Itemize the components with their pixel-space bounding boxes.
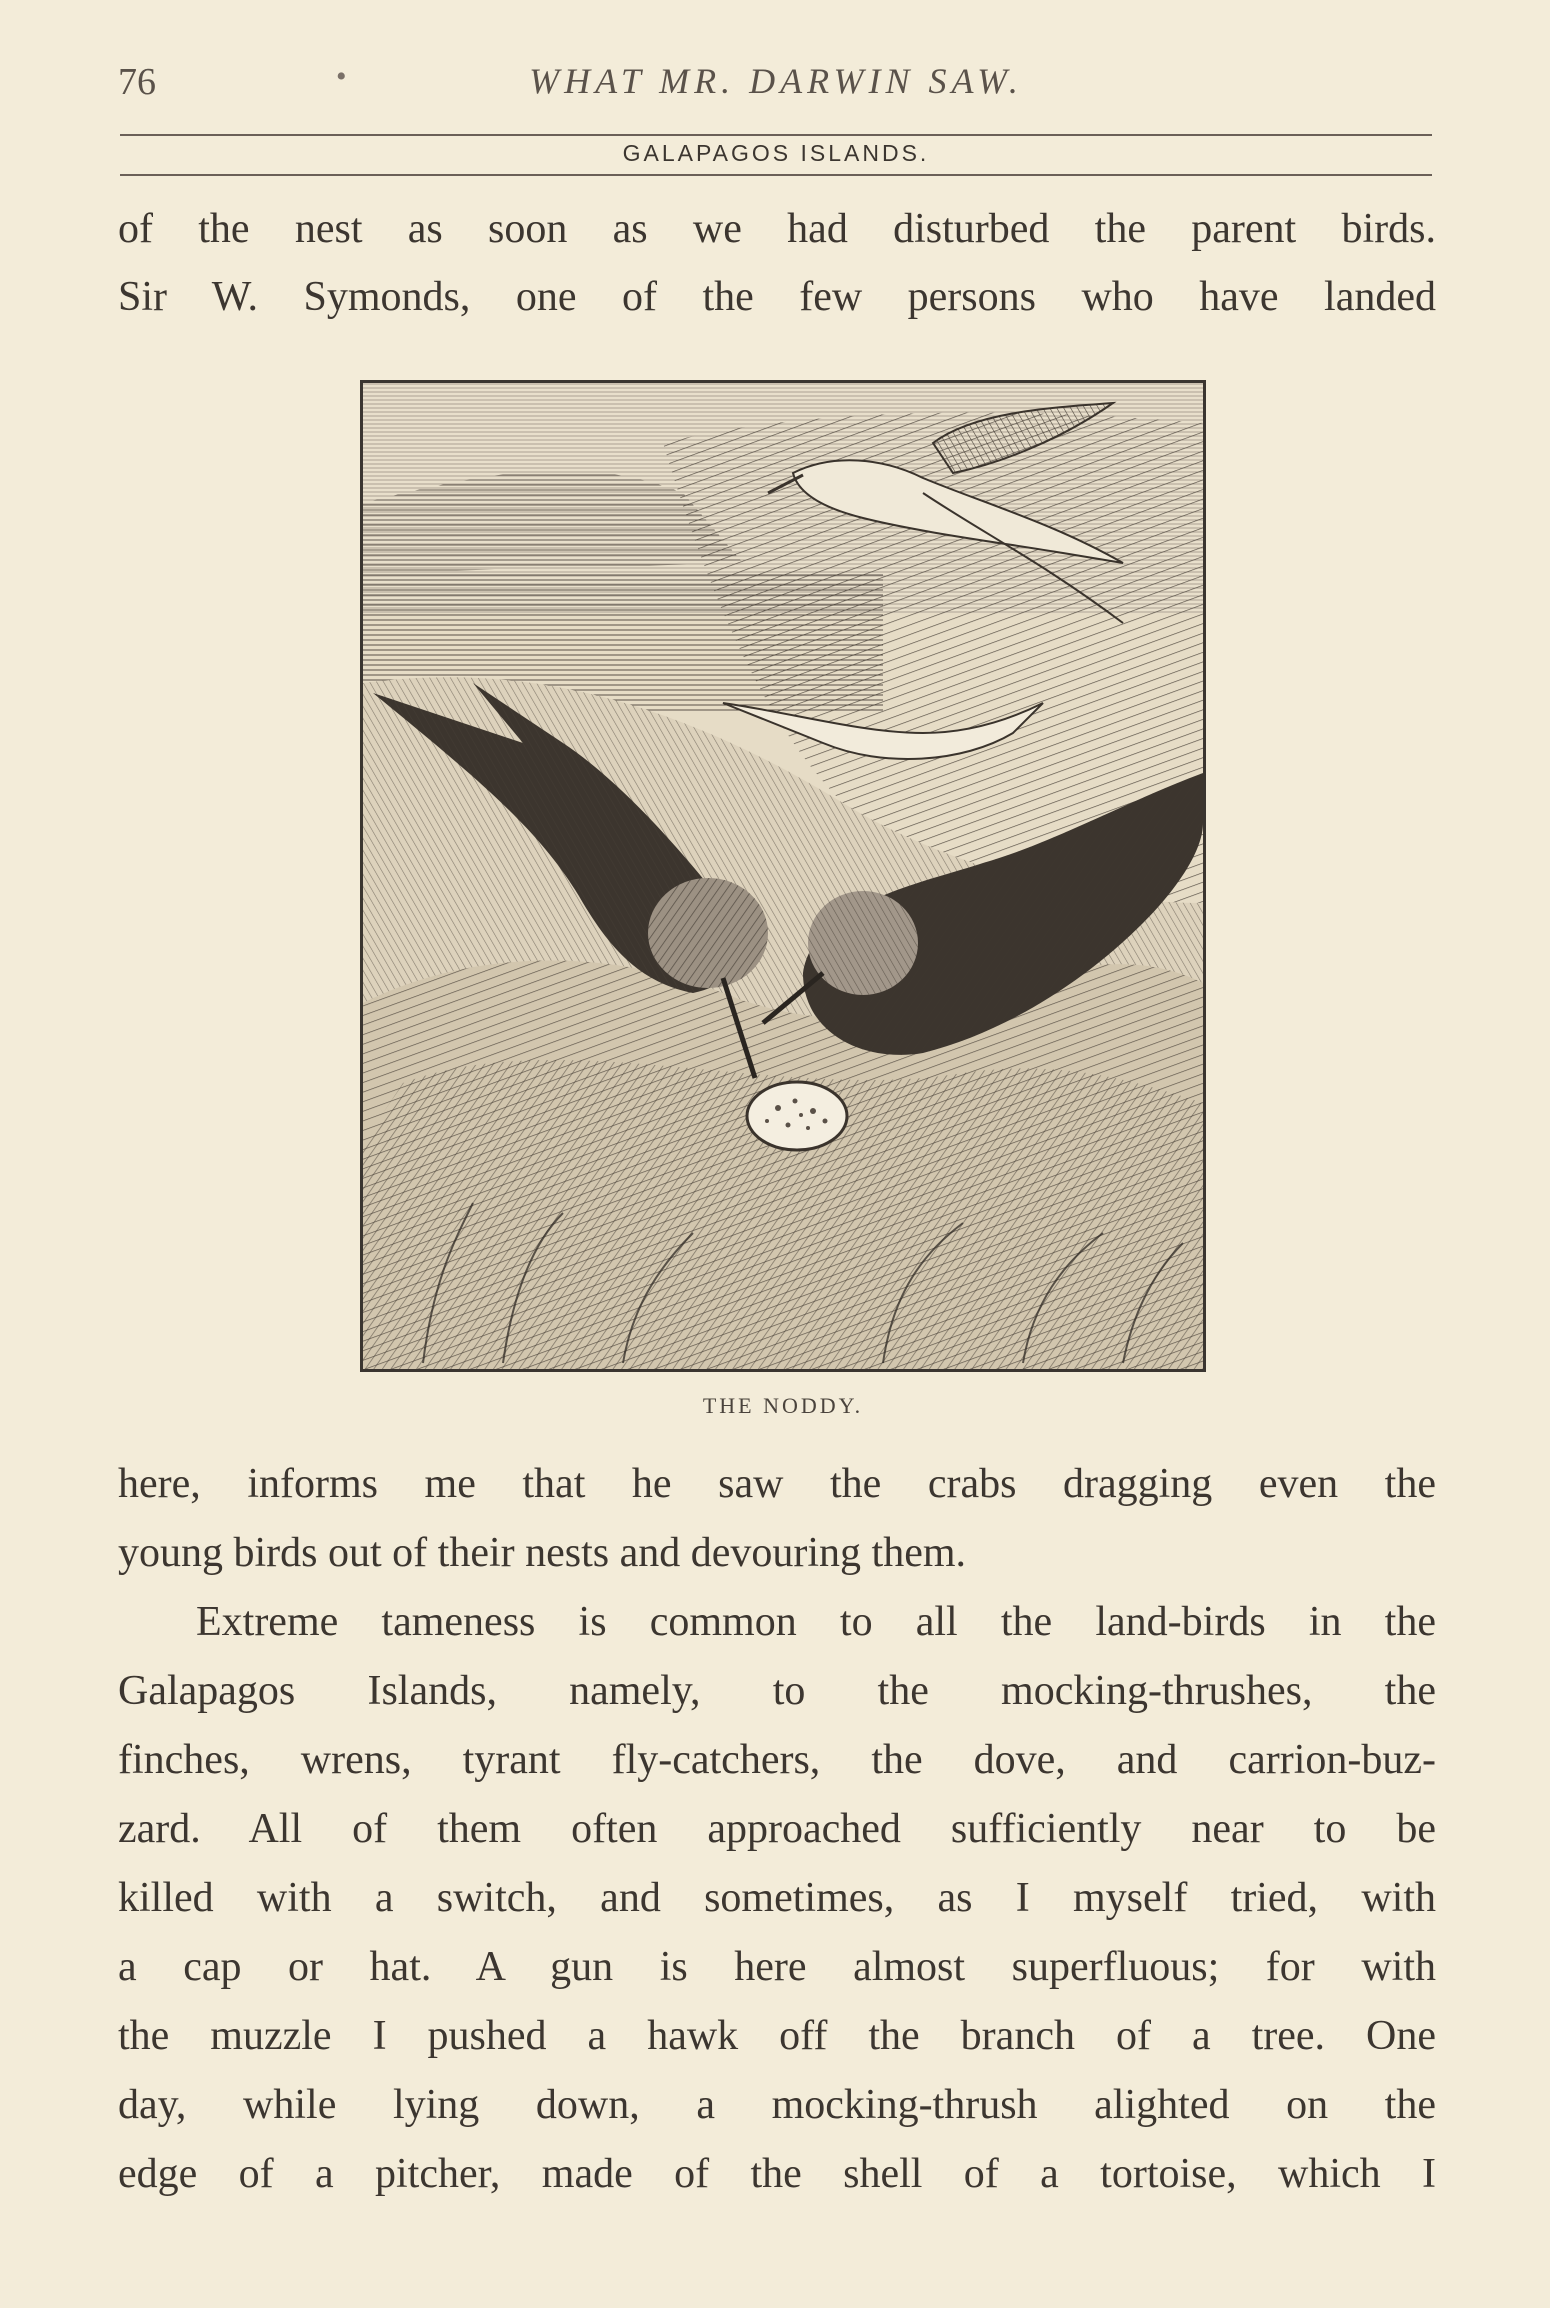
speckled-egg	[747, 1082, 847, 1150]
text-line-after-8: a cap or hat. A gun is here almost superfluous; for with	[118, 1944, 1436, 1990]
text-line-after-10: day, while lying down, a mocking-thrush alighted on the	[118, 2082, 1436, 2128]
text-line-after-7: killed with a switch, and sometimes, as I myself tried, with	[118, 1875, 1436, 1921]
head-ornament-dot: •	[336, 60, 347, 93]
header-rule-top	[120, 134, 1432, 136]
text-line-after-5: finches, wrens, tyrant fly-catchers, the dove, and carrion-buz-	[118, 1737, 1436, 1783]
text-line-after-9: the muzzle I pushed a hawk off the branch of a tree. One	[118, 2013, 1436, 2059]
running-head	[118, 60, 1434, 110]
section-title: GALAPAGOS ISLANDS.	[622, 140, 930, 166]
text-line-after-3: Extreme tameness is common to all the land-birds in the	[196, 1599, 1436, 1645]
text-line-after-6: zard. All of them often approached sufficiently near to be	[118, 1806, 1436, 1852]
text-line-before-1: of the nest as soon as we had disturbed the parent birds.	[118, 206, 1436, 252]
text-line-after-1: here, informs me that he saw the crabs dragging even the	[118, 1461, 1436, 1507]
figure-caption: THE NODDY.	[702, 1393, 864, 1418]
page-number: 76	[118, 61, 156, 103]
noddy-engraving	[363, 383, 1203, 1369]
text-line-after-4: Galapagos Islands, namely, to the mocking-thrushes, the	[118, 1668, 1436, 1714]
noddy-illustration	[360, 380, 1206, 1372]
header-rule-bottom	[120, 174, 1432, 176]
text-line-before-2: Sir W. Symonds, one of the few persons who have landed	[118, 274, 1436, 320]
text-line-after-11: edge of a pitcher, made of the shell of a tortoise, which I	[118, 2151, 1436, 2197]
running-title: WHAT MR. DARWIN SAW.	[529, 61, 1023, 101]
text-line-after-2: young birds out of their nests and devouring them.	[118, 1530, 967, 1576]
